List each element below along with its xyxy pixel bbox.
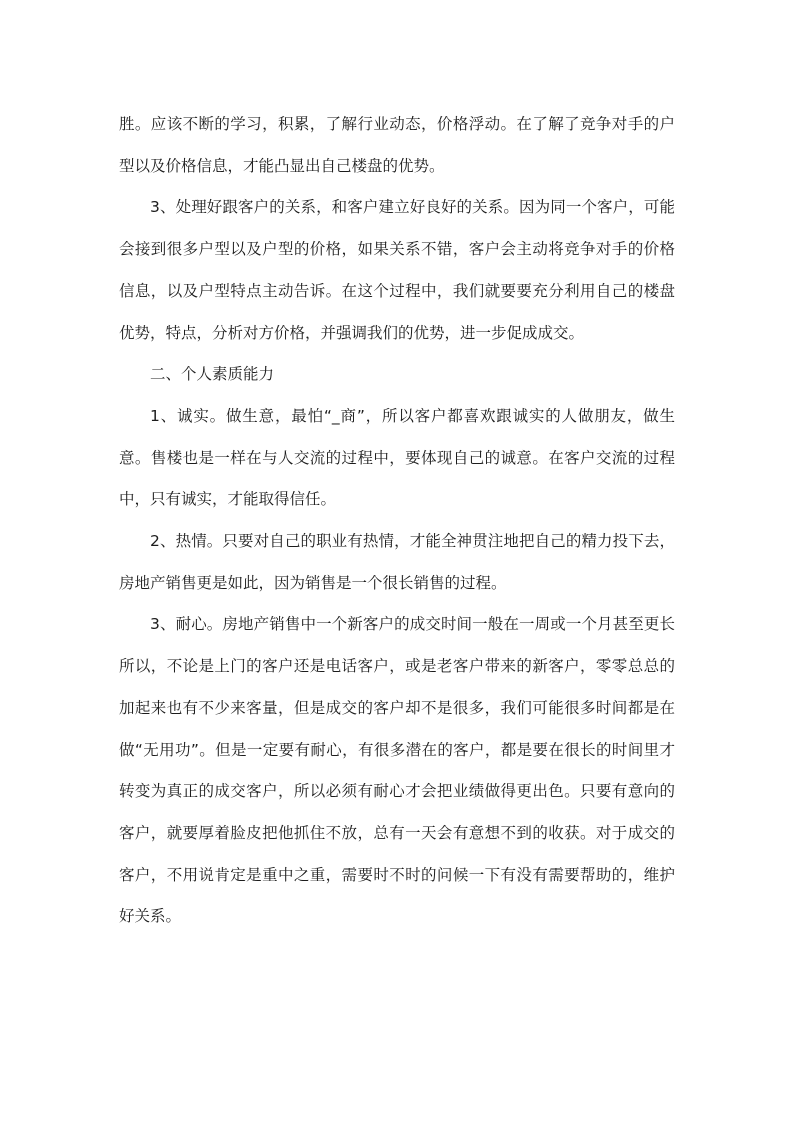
paragraph-customer-relations: 3、处理好跟客户的关系，和客户建立好良好的关系。因为同一个客户，可能会接到很多户型以及户型的价格，如果关系不错，客户会主动将竞争对手的价格信息，以及户型特点主动告诉。在这个过程中，我们就要要充分利用自己的楼盘优势，特点，分析对方价格，并强调我们的优势，进一步促成成交。 (119, 198, 675, 342)
section-heading-personal-qualities: 二、个人素质能力 (150, 365, 275, 384)
paragraph-competition-tail: 胜。应该不断的学习，积累，了解行业动态，价格浮动。在了解了竞争对手的户型以及价格信息，才能凸显出自己楼盘的优势。 (119, 115, 675, 175)
paragraph-enthusiasm: 2、热情。只要对自己的职业有热情，才能全神贯注地把自己的精力投下去，房地产销售更是如此，因为销售是一个很长销售的过程。 (119, 532, 675, 592)
paragraph-honesty: 1、诚实。做生意，最怕“_商”，所以客户都喜欢跟诚实的人做朋友，做生意。售楼也是一样在与人交流的过程中，要体现自己的诚意。在客户交流的过程中，只有诚实，才能取得信任。 (119, 406, 675, 509)
document-body (119, 104, 675, 938)
paragraph-patience: 3、耐心。房地产销售中一个新客户的成交时间一般在一周或一个月甚至更长所以，不论是上门的客户还是电话客户，或是老客户带来的新客户，零零总总的加起来也有不少来客量，但是成交的客户却不是很多，我们可能很多时间都是在做“无用功”。但是一定要有耐心，有很多潜在的客户，都是要在很长的时间里才转变为真正的成交客户，所以必须有耐心才会把业绩做得更出色。只要有意向的客户，就要厚着脸皮把他抓住不放，总有一天会有意想不到的收获。对于成交的客户，不用说肯定是重中之重，需要时不时的问候一下有没有需要帮助的，维护好关系。 (119, 615, 675, 926)
